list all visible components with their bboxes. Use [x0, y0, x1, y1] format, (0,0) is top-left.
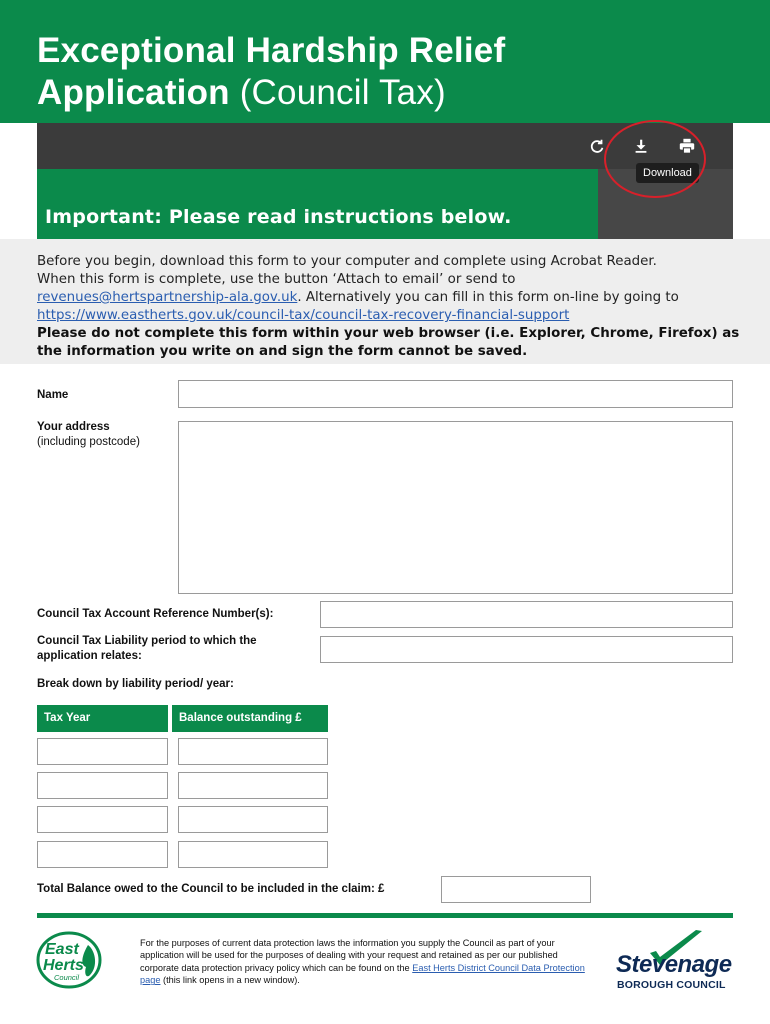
svg-text:Council: Council: [54, 973, 80, 982]
liability-period-label: Council Tax Liability period to which the application relates:: [37, 635, 257, 662]
footer-divider: [37, 913, 733, 918]
title-subtitle: (Council Tax): [239, 73, 446, 112]
browser-warning: Please do not complete this form within your web browser (i.e. Explorer, Chrome, Firefox) as the information you write on and sign the form cannot be saved.: [37, 326, 740, 359]
important-heading: Important: Please read instructions below.: [45, 206, 512, 228]
stevenage-subtitle: BOROUGH COUNCIL: [617, 979, 726, 991]
instructions-line-1: Before you begin, download this form to your computer and complete using Acrobat Reader.: [37, 254, 657, 269]
account-ref-field[interactable]: [320, 601, 733, 628]
instructions-line-3: . Alternatively you can fill in this form on-line by going to: [297, 290, 679, 305]
svg-text:Herts: Herts: [43, 957, 84, 974]
svg-text:East: East: [45, 941, 79, 958]
balance-field-1[interactable]: [178, 738, 328, 765]
balance-field-2[interactable]: [178, 772, 328, 799]
page-header: [0, 0, 770, 123]
stevenage-logo: [612, 927, 737, 993]
tax-year-field-3[interactable]: [37, 806, 168, 833]
name-field[interactable]: [178, 380, 733, 408]
email-link[interactable]: revenues@hertspartnership-ala.gov.uk: [37, 290, 298, 305]
download-tooltip: Download: [636, 163, 699, 183]
total-balance-field[interactable]: [441, 876, 591, 903]
address-field[interactable]: [178, 421, 733, 594]
instructions-panel: [0, 239, 770, 364]
title-line-1: Exceptional Hardship Relief: [37, 31, 506, 70]
data-protection-after-link: (this link opens in a new window).: [160, 975, 300, 986]
recovery-support-link[interactable]: https://www.eastherts.gov.uk/council-tax/council-tax-recovery-financial-support: [37, 308, 570, 323]
stevenage-wordmark: Stevenage: [616, 951, 732, 978]
data-protection-link[interactable]: East Herts District Council Data Protection page: [140, 962, 585, 986]
address-sublabel: (including postcode): [37, 436, 140, 448]
title-line-2: Application: [37, 73, 230, 112]
address-label: [37, 420, 140, 450]
balance-field-4[interactable]: [178, 841, 328, 868]
tax-year-field-1[interactable]: [37, 738, 168, 765]
liability-period-field[interactable]: [320, 636, 733, 663]
total-balance-label: Total Balance owed to the Council to be included in the claim: £: [37, 883, 385, 895]
page-title: [37, 30, 505, 114]
data-protection-notice: [140, 937, 595, 987]
tax-year-header: Tax Year: [37, 705, 168, 732]
east-herts-logo: [36, 927, 106, 991]
breakdown-label: Break down by liability period/ year:: [37, 678, 234, 690]
tax-year-field-4[interactable]: [37, 841, 168, 868]
instructions-text: [37, 253, 757, 361]
address-label-text: Your address: [37, 421, 110, 433]
instructions-line-2: When this form is complete, use the button ‘Attach to email’ or send to: [37, 272, 516, 287]
tax-year-field-2[interactable]: [37, 772, 168, 799]
data-protection-text: For the purposes of current data protection laws the information you supply the Council as part of your application will be used for the purposes of dealing with your request and retained as per our published corporate data protection privacy policy which can be found on the: [140, 938, 558, 973]
balance-outstanding-header: Balance outstanding £: [172, 705, 328, 732]
account-ref-label: Council Tax Account Reference Number(s):: [37, 608, 274, 620]
important-banner: [37, 169, 598, 239]
balance-field-3[interactable]: [178, 806, 328, 833]
highlight-circle: [604, 120, 706, 198]
name-label: Name: [37, 389, 69, 401]
